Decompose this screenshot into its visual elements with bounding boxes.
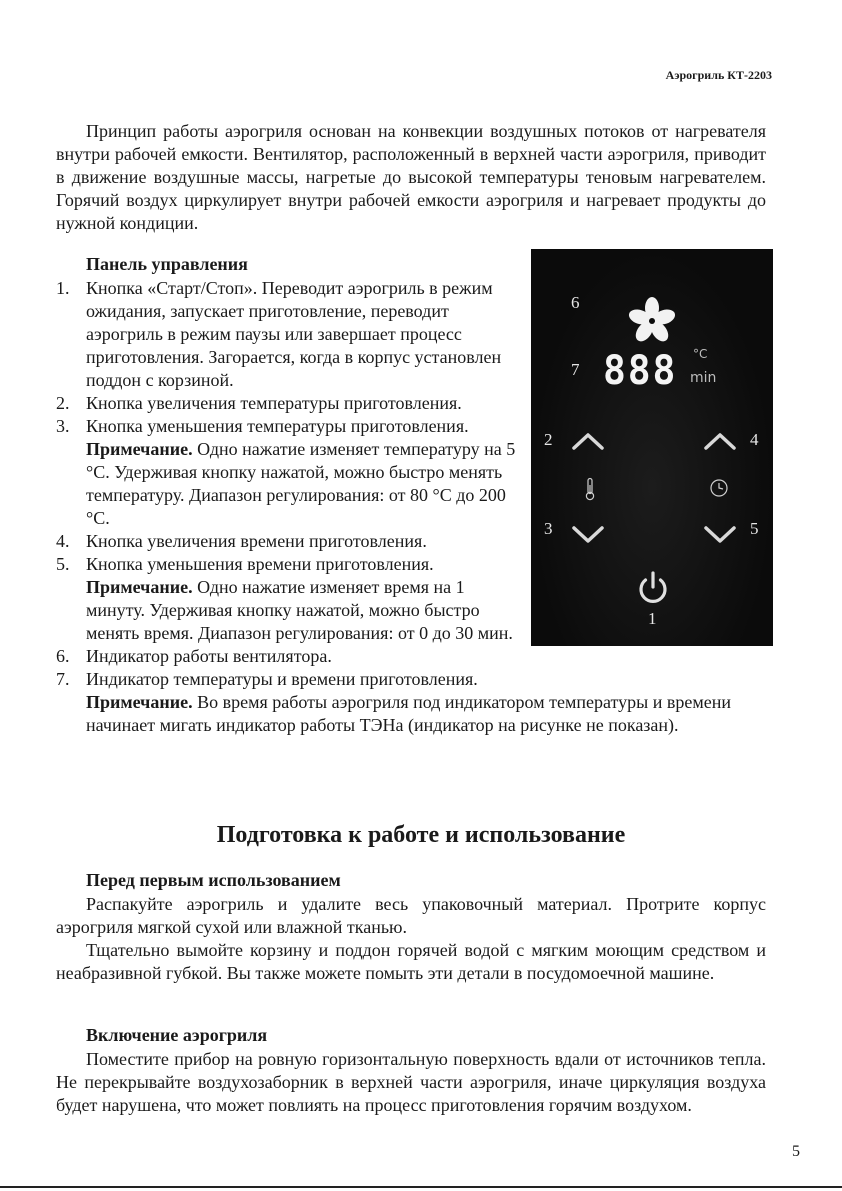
label-temp-down: 3: [544, 519, 553, 538]
fan-icon: [624, 293, 680, 349]
note-indicator: Примечание. Во время работы аэрогриля под индикатором температуры и времени начинает мигать индикатор работы ТЭНа (индикатор на рисунке не показан).: [86, 692, 731, 735]
list-item: 2. Кнопка увеличения температуры приготовления.: [56, 393, 462, 413]
label-temp-up: 2: [544, 430, 553, 449]
label-time-up: 4: [750, 430, 759, 449]
label-time-down: 5: [750, 519, 759, 538]
label-display: 7: [571, 360, 580, 379]
section-title: Подготовка к работе и использование: [216, 822, 626, 848]
clock-icon: [709, 478, 729, 498]
label-power: 1: [648, 609, 657, 628]
first-use-title: Перед первым использованием: [86, 870, 341, 890]
list-item: 7. Индикатор температуры и времени приготовления.: [56, 669, 478, 689]
seven-segment-display: 888: [603, 348, 678, 394]
power-on-body: [56, 1048, 766, 1117]
page-number: 5: [792, 1143, 800, 1160]
unit-celsius: °C: [693, 347, 708, 361]
first-use-paragraph-1: Распакуйте аэрогриль и удалите весь упаковочный материал. Протрите корпус аэрогриля мягкой сухой или влажной тканью.: [56, 894, 766, 937]
power-on-paragraph: Поместите прибор на ровную горизонтальную поверхность вдали от источников тепла. Не перекрывайте воздухозаборник в верхней части аэрогриля, иначе циркуляция воздуха будет нарушена, что может повлиять на процесс приготовления горячим воздухом.: [56, 1049, 766, 1115]
bottom-rule: [0, 1186, 842, 1188]
first-use-paragraph-2: Тщательно вымойте корзину и поддон горячей водой с мягким моющим средством и неабразивной губкой. Вы также можете помыть эти детали в посудомоечной машине.: [56, 940, 766, 983]
time-up-chevron-up-icon: [703, 431, 737, 451]
running-header: Аэрогриль КТ-2203: [665, 68, 772, 82]
control-panel-title: Панель управления: [86, 254, 248, 274]
label-fan: 6: [571, 293, 580, 312]
note-temperature: Примечание. Одно нажатие изменяет температуру на 5 °С. Удерживая кнопку нажатой, можно быстро менять температуру. Диапазон регулирования: от 80 °С до 200 °С.: [86, 439, 516, 528]
first-use-body: [56, 893, 766, 985]
power-icon: [635, 569, 671, 607]
list-item: 1. Кнопка «Старт/Стоп». Переводит аэрогриль в режим ожидания, запускает приготовление, переводит аэрогриль в режим паузы или завершает процесс приготовления. Загорается, когда в корпус установлен поддон с корзиной.: [56, 278, 502, 390]
note-time: Примечание. Одно нажатие изменяет время на 1 минуту. Удерживая кнопку нажатой, можно быстро менять время. Диапазон регулирования: от 0 до 30 мин.: [86, 577, 513, 643]
list-item: 5. Кнопка уменьшения времени приготовления.: [56, 554, 434, 574]
power-on-title: Включение аэрогриля: [86, 1025, 268, 1045]
temp-down-chevron-down-icon: [571, 525, 605, 545]
list-item: 3. Кнопка уменьшения температуры приготовления.: [56, 416, 469, 436]
thermometer-icon: [584, 477, 596, 501]
list-item: 4. Кнопка увеличения времени приготовления.: [56, 531, 427, 551]
intro-paragraph: Принцип работы аэрогриля основан на конвекции воздушных потоков от нагревателя внутри рабочей емкости. Вентилятор, расположенный в верхней части аэрогриля, приводит в движение воздушные массы, нагретые до высокой температуры теновым нагревателем. Горячий воздух циркулирует внутри рабочей емкости аэрогриля и нагревает продукты до нужной кондиции.: [56, 121, 766, 233]
temp-up-chevron-up-icon: [571, 431, 605, 451]
control-panel-image: [531, 249, 773, 646]
list-item: 6. Индикатор работы вентилятора.: [56, 646, 332, 666]
unit-minutes: min: [690, 370, 717, 386]
time-down-chevron-down-icon: [703, 525, 737, 545]
